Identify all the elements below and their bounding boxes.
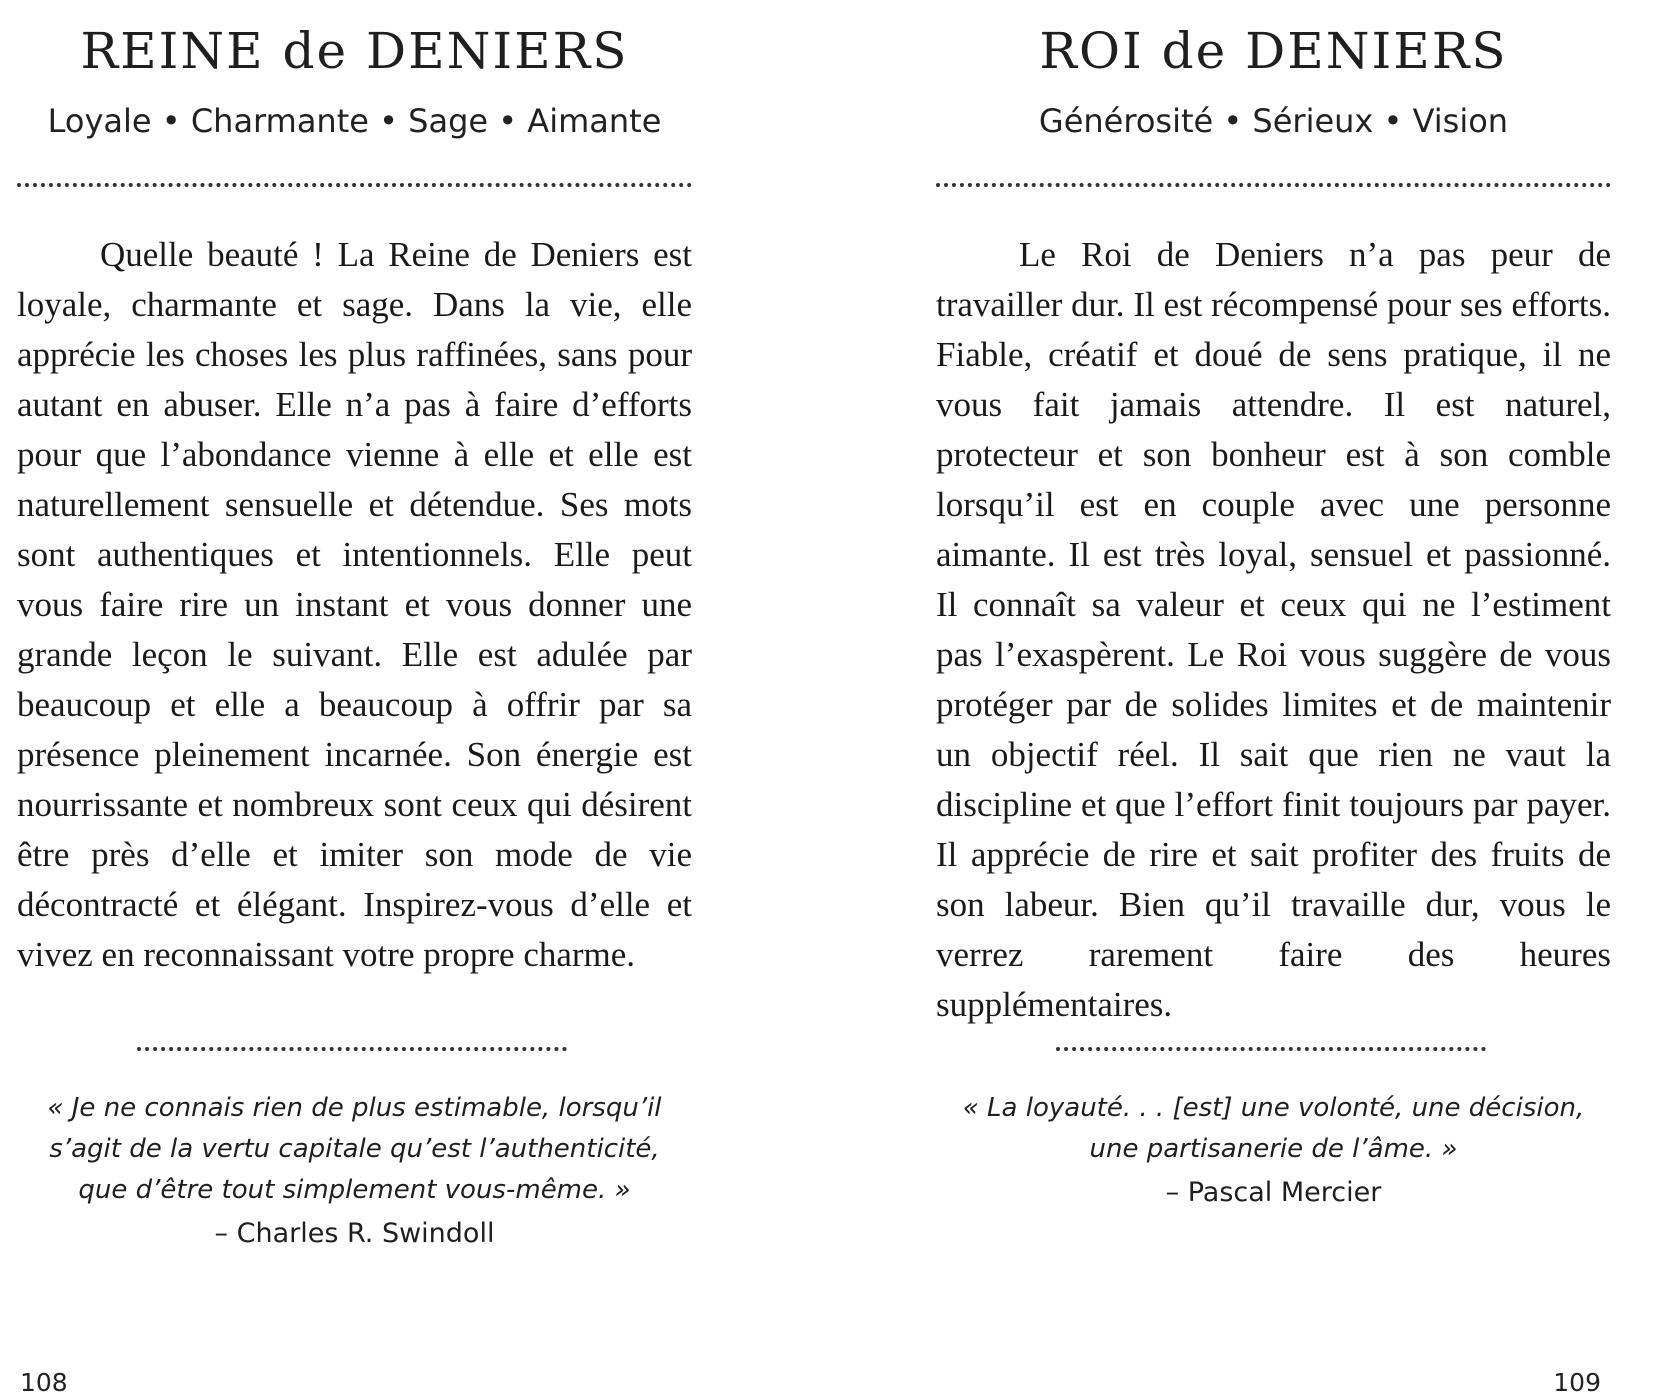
card-traits: Loyale • Charmante • Sage • Aimante (47, 102, 662, 140)
right-page (936, 0, 1611, 1400)
page-number: 109 (1553, 1368, 1601, 1397)
card-traits: Générosité • Sérieux • Vision (1038, 102, 1509, 140)
quote-text: « Je ne connais rien de plus estimable, lorsqu’il s’agit de la vertu capitale qu’est l’authenticité, que d’être tout simplement vous-même. » (47, 1093, 662, 1205)
quote-text: « La loyauté. . . [est] une volonté, une décision, une partisanerie de l’âme. » (962, 1093, 1585, 1164)
quote-block (37, 1088, 672, 1254)
card-title: REINE de DENIERS (80, 22, 629, 80)
card-description: Quelle beauté ! La Reine de Deniers est loyale, charmante et sage. Dans la vie, elle apprécie les choses les plus raffinées, sans pour autant en abuser. Elle n’a pas à faire d’efforts pour que l’abondance vienne à elle et elle est naturellement sensuelle et détendue. Ses mots sont authentiques et intentionnels. Elle peut vous faire rire un instant et vous donner une grande leçon le suivant. Elle est adulée par beaucoup et elle a beaucoup à offrir par sa présence pleinement incarnée. Son énergie est nourrissante et nombreux sont ceux qui désirent être près d’elle et imiter son mode de vie décontracté et élégant. Inspirez-vous d’elle et vivez en reconnaissant votre propre charme. (17, 235, 692, 974)
dotted-divider (137, 1047, 567, 1051)
dotted-divider (17, 183, 692, 187)
page-number: 108 (20, 1368, 68, 1397)
quote-block (956, 1088, 1591, 1213)
quote-author: – Charles R. Swindoll (214, 1218, 495, 1249)
dotted-divider (1056, 1047, 1486, 1051)
card-title: ROI de DENIERS (1039, 22, 1508, 80)
left-page (17, 0, 692, 1400)
quote-author: – Pascal Mercier (1165, 1177, 1382, 1208)
card-description: Le Roi de Deniers n’a pas peur de travailler dur. Il est récompensé pour ses efforts. Fiable, créatif et doué de sens pratique, il ne vous fait jamais attendre. Il est naturel, protecteur et son bonheur est à son comble lorsqu’il est en couple avec une personne aimante. Il est très loyal, sensuel et passionné. Il connaît sa valeur et ceux qui ne l’estiment pas l’exaspèrent. Le Roi vous suggère de vous protéger par de solides limites et de maintenir un objectif réel. Il sait que rien ne vaut la discipline et que l’effort finit toujours par payer. Il apprécie de rire et sait profiter des fruits de son labeur. Bien qu’il travaille dur, vous le verrez rarement faire des heures supplémentaires. (936, 235, 1611, 1024)
dotted-divider (936, 183, 1611, 187)
